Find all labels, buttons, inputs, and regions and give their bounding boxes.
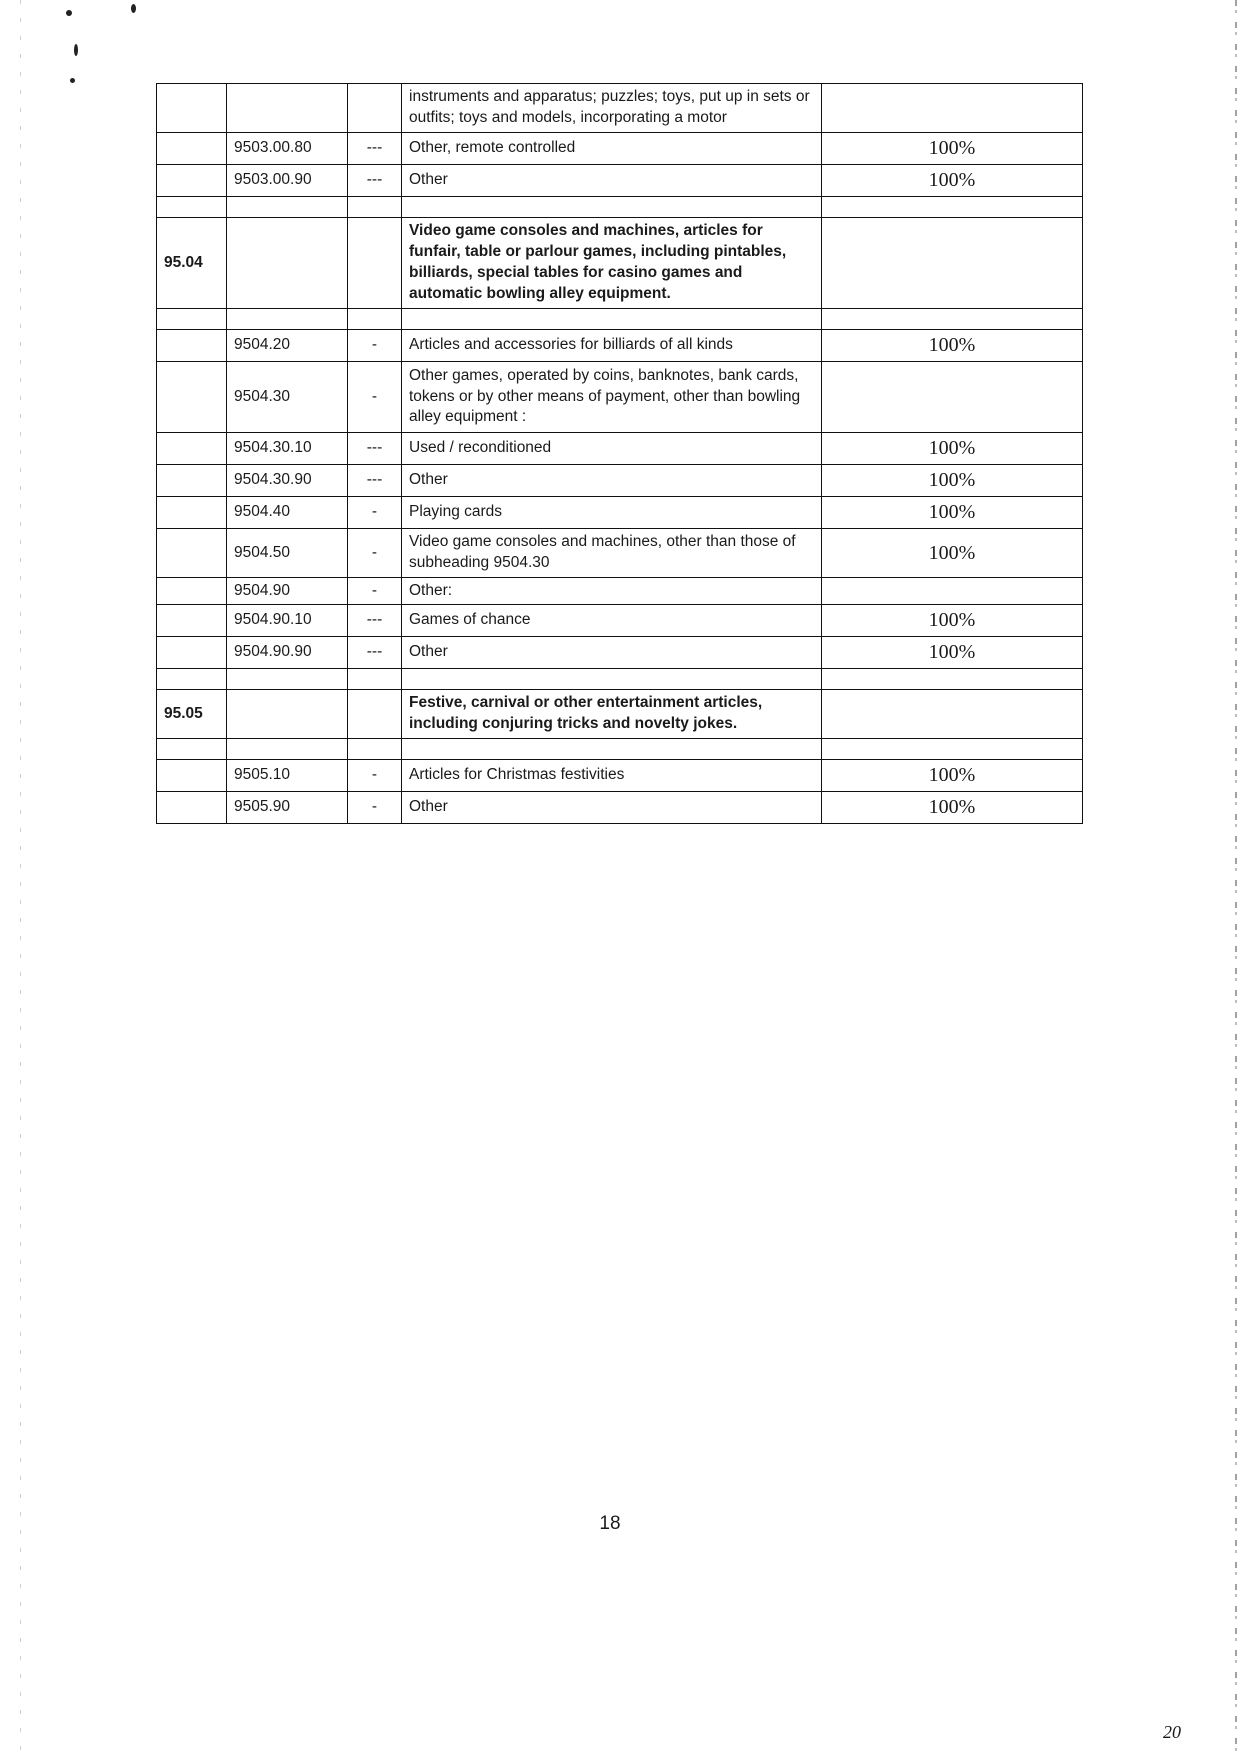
table-row xyxy=(157,792,1083,824)
table-row xyxy=(157,84,1083,133)
heading-cell xyxy=(157,133,227,165)
code-cell: 9504.40 xyxy=(227,497,348,529)
heading-cell xyxy=(157,84,227,133)
dash-cell xyxy=(348,84,402,133)
table-row xyxy=(157,133,1083,165)
rate-cell: 100% xyxy=(822,433,1083,465)
description-cell: Video game consoles and machines, other than those of subheading 9504.30 xyxy=(402,529,822,578)
heading-cell xyxy=(157,165,227,197)
rate-cell xyxy=(822,690,1083,739)
description-cell: Video game consoles and machines, articles for funfair, table or parlour games, including pintables, billiards, special tables for casino games and automatic bowling alley equipment. xyxy=(402,218,822,309)
table-row xyxy=(157,362,1083,433)
description-cell: Other xyxy=(402,465,822,497)
spacer-row xyxy=(157,309,1083,330)
description-cell: Other, remote controlled xyxy=(402,133,822,165)
page-number: 18 xyxy=(599,1513,621,1534)
heading-cell xyxy=(157,465,227,497)
code-cell: 9504.50 xyxy=(227,529,348,578)
rate-cell xyxy=(822,218,1083,309)
scan-speck xyxy=(131,4,136,13)
description-cell xyxy=(402,197,822,218)
dash-cell xyxy=(348,197,402,218)
description-cell: Articles for Christmas festivities xyxy=(402,760,822,792)
code-cell: 9505.90 xyxy=(227,792,348,824)
scan-edge-right xyxy=(1235,0,1237,1754)
table-row xyxy=(157,465,1083,497)
heading-cell xyxy=(157,529,227,578)
heading-cell xyxy=(157,669,227,690)
description-cell: Other xyxy=(402,165,822,197)
rate-cell xyxy=(822,84,1083,133)
table-row xyxy=(157,760,1083,792)
code-cell: 9504.30 xyxy=(227,362,348,433)
rate-cell: 100% xyxy=(822,133,1083,165)
spacer-row xyxy=(157,739,1083,760)
description-cell: Other games, operated by coins, banknotes, bank cards, tokens or by other means of payment, other than bowling alley equipment : xyxy=(402,362,822,433)
code-cell xyxy=(227,218,348,309)
code-cell: 9503.00.90 xyxy=(227,165,348,197)
table-row xyxy=(157,637,1083,669)
heading-cell xyxy=(157,637,227,669)
code-cell xyxy=(227,84,348,133)
table-row xyxy=(157,529,1083,578)
table-row xyxy=(157,578,1083,605)
scan-speck xyxy=(74,44,78,56)
description-cell xyxy=(402,309,822,330)
dash-cell: --- xyxy=(348,133,402,165)
table-row xyxy=(157,218,1083,309)
rate-cell: 100% xyxy=(822,165,1083,197)
description-cell: Playing cards xyxy=(402,497,822,529)
dash-cell: --- xyxy=(348,433,402,465)
heading-cell xyxy=(157,739,227,760)
rate-cell xyxy=(822,739,1083,760)
dash-cell xyxy=(348,739,402,760)
code-cell: 9503.00.80 xyxy=(227,133,348,165)
dash-cell: - xyxy=(348,529,402,578)
heading-cell xyxy=(157,792,227,824)
heading-cell xyxy=(157,197,227,218)
rate-cell xyxy=(822,362,1083,433)
rate-cell: 100% xyxy=(822,497,1083,529)
heading-cell xyxy=(157,578,227,605)
table-row xyxy=(157,605,1083,637)
dash-cell xyxy=(348,309,402,330)
tariff-table xyxy=(156,83,1083,824)
heading-cell xyxy=(157,605,227,637)
description-cell: Festive, carnival or other entertainment articles, including conjuring tricks and novelty jokes. xyxy=(402,690,822,739)
code-cell: 9504.20 xyxy=(227,330,348,362)
code-cell: 9504.30.90 xyxy=(227,465,348,497)
rate-cell: 100% xyxy=(822,760,1083,792)
code-cell: 9504.30.10 xyxy=(227,433,348,465)
description-cell: Games of chance xyxy=(402,605,822,637)
dash-cell: - xyxy=(348,578,402,605)
rate-cell: 100% xyxy=(822,792,1083,824)
dash-cell: --- xyxy=(348,165,402,197)
heading-cell xyxy=(157,497,227,529)
description-cell: Other xyxy=(402,792,822,824)
dash-cell xyxy=(348,669,402,690)
heading-cell xyxy=(157,309,227,330)
dash-cell: --- xyxy=(348,605,402,637)
description-cell xyxy=(402,739,822,760)
rate-cell: 100% xyxy=(822,529,1083,578)
dash-cell: - xyxy=(348,760,402,792)
code-cell xyxy=(227,197,348,218)
code-cell: 9504.90 xyxy=(227,578,348,605)
scan-speck xyxy=(66,10,72,16)
table-row xyxy=(157,330,1083,362)
code-cell: 9505.10 xyxy=(227,760,348,792)
heading-cell xyxy=(157,760,227,792)
description-cell: Articles and accessories for billiards of all kinds xyxy=(402,330,822,362)
scan-speck xyxy=(70,78,75,83)
rate-cell: 100% xyxy=(822,637,1083,669)
rate-cell: 100% xyxy=(822,330,1083,362)
dash-cell: - xyxy=(348,362,402,433)
rate-cell xyxy=(822,578,1083,605)
rate-cell xyxy=(822,309,1083,330)
rate-cell: 100% xyxy=(822,465,1083,497)
dash-cell: --- xyxy=(348,465,402,497)
table-row xyxy=(157,690,1083,739)
code-cell xyxy=(227,739,348,760)
description-cell: Other xyxy=(402,637,822,669)
code-cell xyxy=(227,669,348,690)
dash-cell: - xyxy=(348,792,402,824)
table-row xyxy=(157,165,1083,197)
spacer-row xyxy=(157,197,1083,218)
dash-cell xyxy=(348,218,402,309)
code-cell xyxy=(227,690,348,739)
scan-edge-left xyxy=(20,0,21,1754)
heading-cell: 95.04 xyxy=(157,218,227,309)
table-row xyxy=(157,497,1083,529)
rate-cell xyxy=(822,197,1083,218)
rate-cell: 100% xyxy=(822,605,1083,637)
dash-cell xyxy=(348,690,402,739)
heading-cell: 95.05 xyxy=(157,690,227,739)
heading-cell xyxy=(157,330,227,362)
dash-cell: - xyxy=(348,330,402,362)
code-cell: 9504.90.90 xyxy=(227,637,348,669)
dash-cell: - xyxy=(348,497,402,529)
dash-cell: --- xyxy=(348,637,402,669)
description-cell: Other: xyxy=(402,578,822,605)
spacer-row xyxy=(157,669,1083,690)
tariff-table-body xyxy=(157,84,1083,824)
description-cell: Used / reconditioned xyxy=(402,433,822,465)
code-cell xyxy=(227,309,348,330)
sheet-number: 20 xyxy=(1163,1722,1181,1742)
table-row xyxy=(157,433,1083,465)
description-cell: instruments and apparatus; puzzles; toys, put up in sets or outfits; toys and models, incorporating a motor xyxy=(402,84,822,133)
code-cell: 9504.90.10 xyxy=(227,605,348,637)
description-cell xyxy=(402,669,822,690)
rate-cell xyxy=(822,669,1083,690)
heading-cell xyxy=(157,433,227,465)
heading-cell xyxy=(157,362,227,433)
